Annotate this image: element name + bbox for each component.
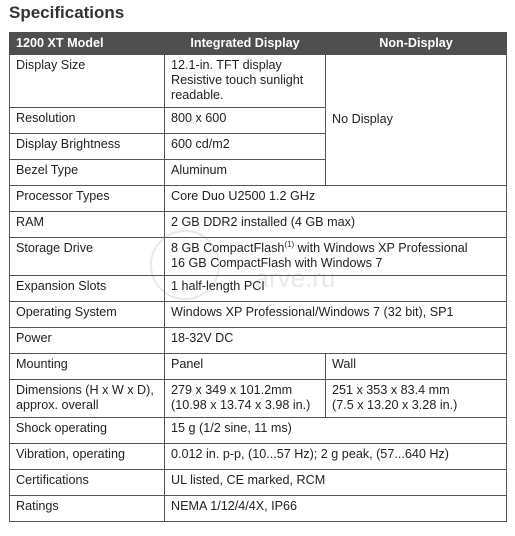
row-label: Resolution [10,108,165,134]
storage-text: 8 GB CompactFlash [171,241,285,255]
row-label: Processor Types [10,186,165,212]
value-line: 12.1-in. TFT display [171,58,282,72]
table-row [10,470,507,496]
table-row [10,55,507,108]
row-label: Display Brightness [10,134,165,160]
row-label: Certifications [10,470,165,496]
table-row [10,354,507,380]
row-label: Power [10,328,165,354]
row-label: Display Size [10,55,165,108]
storage-line-2: 16 GB CompactFlash with Windows 7 [171,256,383,270]
footnote-marker: (1) [284,239,295,249]
row-label: Vibration, operating [10,444,165,470]
header-model: 1200 XT Model [10,33,165,55]
storage-value [165,238,507,276]
row-value: NEMA 1/12/4/4X, IP66 [165,496,507,522]
dimensions-panel [165,380,326,418]
storage-text: with Windows XP Professional [294,241,468,255]
value-line: 279 x 349 x 101.2mm [171,383,293,397]
label-line: Dimensions (H x W x D), [16,383,154,397]
row-label: Operating System [10,302,165,328]
row-label: Shock operating [10,418,165,444]
table-row [10,380,507,418]
header-non-display: Non-Display [326,33,507,55]
row-value: 2 GB DDR2 installed (4 GB max) [165,212,507,238]
row-value: Core Duo U2500 1.2 GHz [165,186,507,212]
header-integrated-display: Integrated Display [165,33,326,55]
row-value: Aluminum [165,160,326,186]
table-header-row [10,33,507,55]
watermark-text: arve.ru [254,263,336,293]
row-label: RAM [10,212,165,238]
row-label: Mounting [10,354,165,380]
row-value: 15 g (1/2 sine, 11 ms) [165,418,507,444]
value-line: 251 x 353 x 83.4 mm [332,383,450,397]
row-label: Bezel Type [10,160,165,186]
no-display-cell: No Display [326,55,507,186]
table-row [10,328,507,354]
table-row [10,444,507,470]
row-value: 600 cd/m2 [165,134,326,160]
row-value: 18-32V DC [165,328,507,354]
table-row [10,496,507,522]
table-row [10,276,507,302]
row-label: Storage Drive [10,238,165,276]
storage-line-1 [171,241,500,256]
table-row [10,302,507,328]
dimensions-wall [326,380,507,418]
value-line: Resistive touch sunlight [171,73,304,87]
table-row [10,186,507,212]
dimensions-label [10,380,165,418]
table-row [10,212,507,238]
value-line: readable. [171,88,224,102]
row-label: Ratings [10,496,165,522]
display-size-value [165,55,326,108]
row-value: 800 x 600 [165,108,326,134]
value-line: (7.5 x 13.20 x 3.28 in.) [332,398,458,412]
table-row [10,238,507,276]
value-line: (10.98 x 13.74 x 3.98 in.) [171,398,311,412]
mounting-wall: Wall [326,354,507,380]
row-label: Expansion Slots [10,276,165,302]
row-value: 1 half-length PCI [165,276,507,302]
row-value: Windows XP Professional/Windows 7 (32 bit), SP1 [165,302,507,328]
row-value: 0.012 in. p-p, (10...57 Hz); 2 g peak, (57...640 Hz) [165,444,507,470]
row-value: UL listed, CE marked, RCM [165,470,507,496]
page-title: Specifications [9,3,125,22]
specifications-table [9,32,507,522]
table-row [10,418,507,444]
mounting-panel: Panel [165,354,326,380]
label-line: approx. overall [16,398,99,412]
